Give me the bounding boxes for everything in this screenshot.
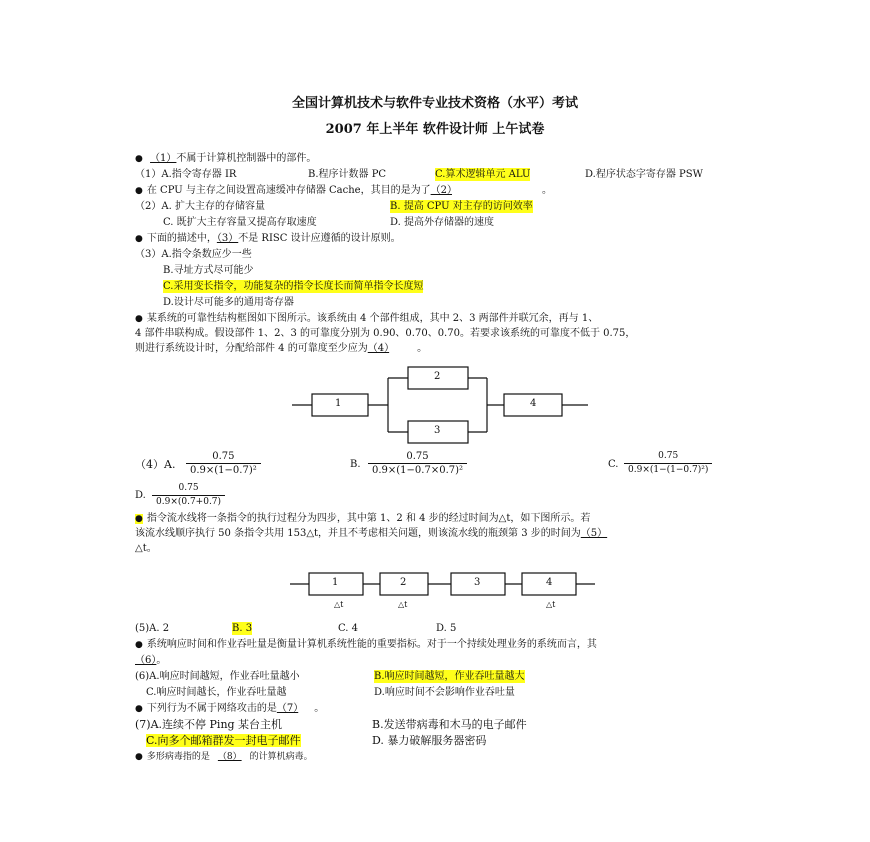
q4-option-a-prefix: （4）A.	[135, 458, 176, 471]
q7-option-d: D. 暴力破解服务器密码	[372, 734, 487, 747]
q6-option-c: C.响应时间越长，作业吞吐量越	[146, 687, 287, 698]
q8-stem	[135, 751, 313, 764]
block-4-label: 4	[530, 398, 537, 409]
q4-line1-text: 某系统的可靠性结构框图如下图所示。该系统由 4 个部件组成，其中 2、3 两部件并联冗余，再与 1、	[146, 313, 599, 324]
q4-line3-text: 则进行系统设计时，分配给部件 4 的可靠度至少应为	[135, 343, 368, 354]
q5-option-c: C. 4	[338, 623, 359, 634]
stage-1-label: 1	[332, 577, 339, 588]
exam-title: 全国计算机技术与软件专业技术资格（水平）考试	[291, 96, 578, 111]
stage-1-dt: △t	[334, 600, 344, 609]
q3-option-d: D.设计尽可能多的通用寄存器	[163, 297, 294, 308]
q5-option-a: (5)A. 2	[135, 623, 170, 634]
q5-line1	[135, 512, 590, 526]
q6-end: 。	[156, 655, 167, 666]
q5-line2-text: 该流水线顺序执行 50 条指令共用 153△t，并且不考虑相关问题，则该流水线的瓶颈第 3 步的时间为	[135, 528, 581, 539]
q3-option-b: B.寻址方式尽可能少	[163, 265, 254, 276]
bullet-icon: ●	[135, 640, 143, 650]
q4-option-a-frac	[186, 450, 261, 477]
q6-option-d: D.响应时间不会影响作业吞吐量	[374, 687, 515, 698]
bullet-icon: ●	[135, 314, 143, 324]
q4-b-num: 0.75	[406, 451, 429, 462]
q3-option-c: C.采用变长指令，功能复杂的指令长度长而简单指令长度短	[163, 281, 424, 292]
q3-prefix: （3）	[135, 249, 162, 260]
stage-4-label: 4	[546, 577, 553, 588]
q6-blank: （6）	[135, 655, 157, 666]
bullet-icon: ●	[135, 234, 143, 244]
q7-blank: （7）	[276, 703, 299, 714]
q7-stem-text: 下列行为不属于网络攻击的是	[146, 703, 277, 714]
q2-stem-text: 在 CPU 与主存之间设置高速缓冲存储器 Cache，其目的是为了	[146, 185, 431, 196]
q3-stem-pre: 下面的描述中，	[146, 233, 217, 244]
q4-option-b-label: B.	[350, 459, 361, 470]
q6-line1	[135, 638, 597, 652]
q4-option-c-label: C.	[608, 459, 619, 470]
q2-option-c: C. 既扩大主存容量又提高存取速度	[163, 217, 317, 228]
q4-end: 。	[417, 343, 428, 354]
q2-prefix: （2）	[135, 201, 162, 212]
q8-stem-pre: 多形病毒指的是	[146, 752, 210, 762]
q2-blank: （2）	[430, 185, 452, 196]
q1-option-c: C.算术逻辑单元 ALU	[435, 169, 531, 180]
q5-line1-text: 指令流水线将一条指令的执行过程分为四步，其中第 1、2 和 4 步的经过时间为△t，如下图所示。若	[146, 513, 591, 524]
q8-blank: （8）	[217, 752, 242, 762]
q4-line2: 4 部件串联构成。假设部件 1、2、3 的可靠度分别为 0.90、0.70、0.70。若要求该系统的可靠度不低于 0.75，	[135, 328, 636, 339]
q4-option-d-label: D.	[135, 490, 146, 501]
bullet-icon: ●	[135, 154, 143, 164]
q4-d-num: 0.75	[178, 483, 199, 493]
stage-2-label: 2	[400, 577, 407, 588]
block-2-label: 2	[434, 371, 441, 382]
q2-option-d: D. 提高外存储器的速度	[390, 217, 495, 228]
q7-option-c: C.向多个邮箱群发一封电子邮件	[146, 734, 301, 747]
bullet-icon: ●	[135, 514, 143, 524]
q2-option-b: B. 提高 CPU 对主存的访问效率	[390, 201, 533, 212]
bullet-icon: ●	[135, 752, 143, 762]
q1-option-d: D.程序状态字寄存器 PSW	[585, 169, 703, 180]
stage-3-label: 3	[474, 577, 481, 588]
q5-option-b: B. 3	[232, 623, 253, 634]
q2-option-a: A. 扩大主存的存储容量	[161, 201, 265, 212]
q3-blank: （3）	[216, 233, 239, 244]
q4-blank: （4）	[367, 343, 390, 354]
q4-d-den: 0.9×(0.7+0.7)	[152, 495, 225, 509]
q6-option-b: B.响应时间越短，作业吞吐量越大	[374, 671, 525, 682]
q7-option-b: B.发送带病毒和木马的电子邮件	[372, 718, 527, 731]
q2-end: 。	[541, 185, 552, 196]
q7-option-a: (7)A.连续不停 Ping 某台主机	[135, 718, 283, 731]
q4-c-den: 0.9×(1−(1−0.7)²)	[624, 463, 712, 477]
q3-option-a: A.指令条数应少一些	[161, 249, 252, 260]
q4-option-b-frac	[368, 450, 467, 477]
q6-line2	[135, 654, 166, 667]
q5-blank: （5）	[580, 528, 608, 539]
q1-option-b: B.程序计数器 PC	[308, 169, 387, 180]
stage-4-dt: △t	[546, 600, 556, 609]
q7-end: 。	[314, 703, 325, 714]
q6-option-a: (6)A.响应时间越短，作业吞吐量越小	[135, 671, 300, 682]
q5-option-d: D. 5	[436, 623, 457, 634]
q4-a-den: 0.9×(1−0.7)²	[186, 463, 261, 477]
bullet-icon: ●	[135, 704, 143, 714]
block-1-label: 1	[335, 398, 342, 409]
bullet-icon: ●	[135, 186, 143, 196]
q1-option-a: A.指令寄存器 IR	[161, 169, 237, 180]
q6-line1-text: 系统响应时间和作业吞吐量是衡量计算机系统性能的重要指标。对于一个持续处理业务的系统而言，其	[146, 639, 597, 650]
block-3-label: 3	[434, 425, 441, 436]
q1-stem-text: 不属于计算机控制器中的部件。	[176, 153, 317, 164]
q1-prefix: （1）	[135, 169, 162, 180]
q8-stem-text: 的计算机病毒。	[249, 752, 313, 762]
q1-blank: （1）	[150, 153, 177, 164]
q4-c-num: 0.75	[658, 451, 679, 461]
q4-a-num: 0.75	[212, 451, 235, 462]
q3-stem-text: 不是 RISC 设计应遵循的设计原则。	[238, 233, 401, 244]
q4-option-c-frac	[624, 450, 712, 477]
q5-line2	[135, 527, 607, 540]
q4-option-d-frac	[152, 482, 225, 509]
stage-2-dt: △t	[398, 600, 408, 609]
q7-stem	[135, 702, 324, 716]
q5-line3: △t。	[135, 543, 157, 554]
exam-subtitle: 2007 年上半年 软件设计师 上午试卷	[325, 122, 545, 137]
q4-b-den: 0.9×(1−0.7×0.7)²	[368, 463, 467, 477]
